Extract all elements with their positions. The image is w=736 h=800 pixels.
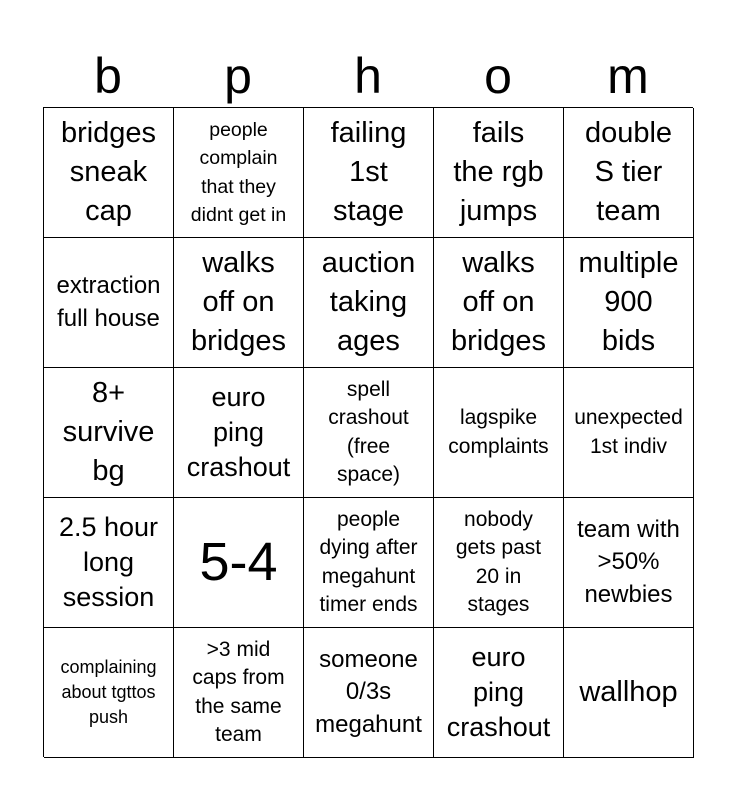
bingo-cell-text: someone 0/3s megahunt	[315, 645, 422, 738]
bingo-cell-text: people dying after megahunt timer ends	[319, 507, 418, 616]
bingo-cell-text: walks off on bridges	[190, 246, 287, 358]
bingo-cell-r1-c1[interactable]	[44, 108, 174, 238]
bingo-cell-text: >3 mid caps from the same team	[192, 637, 285, 746]
bingo-cell-r3-c5[interactable]	[564, 368, 694, 498]
bingo-cell-text: walks off on bridges	[450, 246, 547, 358]
bingo-cell-r3-c1[interactable]	[44, 368, 174, 498]
header-letter-p: p	[224, 48, 252, 104]
bingo-grid	[43, 107, 693, 757]
bingo-cell-text: people complain that they didnt get in	[190, 118, 287, 226]
bingo-cell-text: team with >50% newbies	[577, 515, 680, 608]
bingo-cell-r5-c3[interactable]	[304, 628, 434, 758]
bingo-cell-text: unexpected 1st indiv	[574, 406, 683, 458]
bingo-cell-text: wallhop	[579, 675, 678, 708]
bingo-cell-r5-c1[interactable]	[44, 628, 174, 758]
bingo-cell-text: bridges sneak cap	[60, 116, 157, 228]
bingo-cell-r2-c1[interactable]	[44, 238, 174, 368]
bingo-cell-r1-c3[interactable]	[304, 108, 434, 238]
bingo-cell-text: euro ping crashout	[446, 641, 551, 743]
bingo-cell-r5-c2[interactable]	[174, 628, 304, 758]
bingo-cell-r4-c1[interactable]	[44, 498, 174, 628]
bingo-cell-r4-c5[interactable]	[564, 498, 694, 628]
bingo-cell-r2-c2[interactable]	[174, 238, 304, 368]
bingo-cell-r2-c5[interactable]	[564, 238, 694, 368]
bingo-cell-r3-c4[interactable]	[434, 368, 564, 498]
bingo-cell-r4-c3[interactable]	[304, 498, 434, 628]
bingo-cell-text: extraction full house	[56, 272, 161, 332]
bingo-cell-text: 2.5 hour long session	[58, 511, 159, 613]
bingo-cell-r2-c3[interactable]	[304, 238, 434, 368]
bingo-cell-r3-c3[interactable]	[304, 368, 434, 498]
bingo-cell-r1-c2[interactable]	[174, 108, 304, 238]
bingo-cell-r1-c5[interactable]	[564, 108, 694, 238]
header-letter-b: b	[94, 48, 122, 104]
bingo-cell-r1-c4[interactable]	[434, 108, 564, 238]
bingo-cell-text: auction taking ages	[321, 246, 416, 358]
header-letter-m: m	[607, 48, 649, 104]
bingo-cell-text: spell crashout (free space)	[328, 377, 409, 486]
bingo-cell-text: lagspike complaints	[448, 406, 549, 458]
bingo-cell-text: multiple 900 bids	[578, 246, 679, 358]
header-letter-o: o	[484, 48, 512, 104]
header-letter-h: h	[354, 48, 382, 104]
bingo-cell-text: 8+ survive bg	[62, 376, 155, 488]
bingo-header	[43, 44, 693, 108]
bingo-cell-text: failing 1st stage	[330, 116, 407, 228]
bingo-cell-text: euro ping crashout	[186, 381, 291, 483]
bingo-cell-r5-c5[interactable]	[564, 628, 694, 758]
bingo-cell-text: fails the rgb jumps	[453, 116, 544, 228]
bingo-cell-r4-c4[interactable]	[434, 498, 564, 628]
bingo-cell-r5-c4[interactable]	[434, 628, 564, 758]
bingo-cell-text: double S tier team	[584, 116, 673, 228]
bingo-cell-r2-c4[interactable]	[434, 238, 564, 368]
bingo-cell-r4-c2[interactable]	[174, 498, 304, 628]
bingo-cell-text: 5-4	[199, 531, 278, 592]
bingo-cell-text: nobody gets past 20 in stages	[455, 507, 542, 616]
bingo-cell-r3-c2[interactable]	[174, 368, 304, 498]
bingo-cell-text: complaining about tgttos push	[60, 656, 157, 728]
